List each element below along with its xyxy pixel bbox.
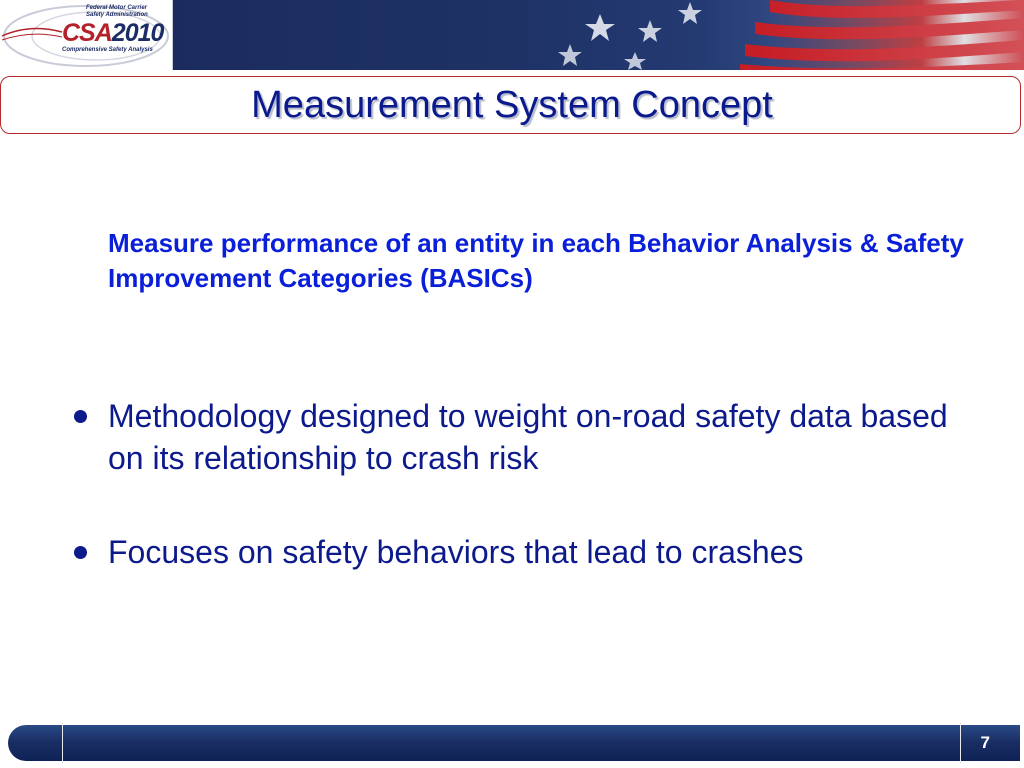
header-banner <box>0 0 1024 70</box>
american-flag-icon <box>540 0 1024 70</box>
bullet-text: Methodology designed to weight on-road safety data based on its relationship to crash risk <box>108 398 948 476</box>
footer-bar <box>8 725 1020 761</box>
page-number: 7 <box>980 733 990 752</box>
logo-wordmark <box>62 20 163 46</box>
bullet-text: Focuses on safety behaviors that lead to crashes <box>108 534 804 570</box>
bullet-item <box>74 395 974 479</box>
csa-logo <box>0 0 173 70</box>
bullet-list <box>74 395 974 573</box>
logo-agency-text: Federal Motor Carrier Safety Administration <box>86 5 148 18</box>
logo-csa-text: CSA <box>62 19 112 47</box>
intro-statement: Measure performance of an entity in each Behavior Analysis & Safety Improvement Categories (BASICs) <box>108 228 964 293</box>
footer-divider <box>960 722 961 764</box>
slide-title: Measurement System Concept <box>251 84 773 126</box>
bullet-icon <box>74 410 87 423</box>
footer-divider <box>62 722 63 764</box>
logo-year-text: 2010 <box>111 19 164 47</box>
logo-subtitle: Comprehensive Safety Analysis <box>62 47 153 53</box>
bullet-item <box>74 531 974 573</box>
bullet-icon <box>74 546 87 559</box>
